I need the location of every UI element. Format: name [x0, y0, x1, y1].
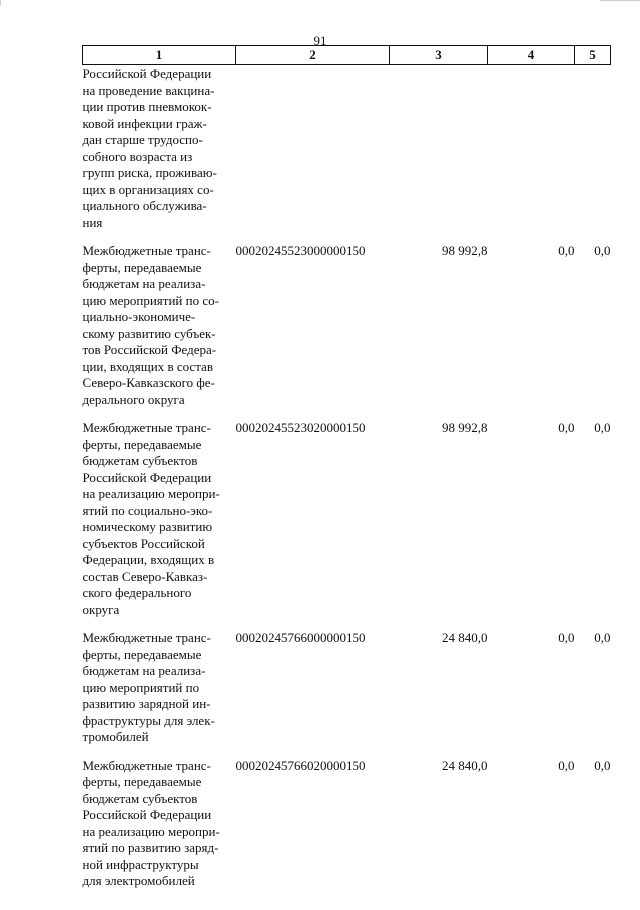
- row-value-4: 0,0: [558, 630, 575, 645]
- row-value-3: [390, 65, 488, 232]
- row-value-5: 0,0: [594, 420, 611, 435]
- row-value-5: 0,0: [594, 630, 611, 645]
- row-description: Межбюджетные транс- ферты, передаваемые бюджетам на реализа- цию мероприятий по со- циально-экономиче- скому развитию субъек- тов Российской Федера- ции, входящих в состав Северо-Кавказского фе- дерального округа: [82, 243, 219, 407]
- row-value-4: 0,0: [558, 757, 575, 773]
- row-value-4: 0,0: [558, 420, 575, 435]
- row-value-3: 24 840,0: [442, 757, 488, 773]
- table-row: [83, 65, 611, 232]
- row-value-5: 0,0: [594, 243, 611, 258]
- row-value-3: 24 840,0: [442, 630, 488, 645]
- table-row: [83, 618, 611, 746]
- column-header-3: 3: [390, 46, 488, 65]
- row-value-3: 98 992,8: [442, 243, 488, 258]
- budget-table: [82, 45, 611, 890]
- row-code: 00020245766000000150: [235, 630, 366, 645]
- row-code: [236, 65, 390, 232]
- table-header-row: [83, 46, 611, 65]
- row-description: Межбюджетные транс- ферты, передаваемые бюджетам субъектов Российской Федерации на реализацию меропри- ятий по социально-эко- номическому развитию субъектов Российской Федерации, входящих в состав Северо-Кавказ- ского федерального округа: [82, 420, 220, 617]
- row-code: 00020245523000000150: [235, 243, 366, 258]
- row-value-4: 0,0: [558, 243, 575, 258]
- row-description: Межбюджетные транс- ферты, передаваемые бюджетам на реализа- цию мероприятий по развитию зарядной ин- фраструктуры для элек- тромобилей: [82, 630, 215, 744]
- row-value-5: 0,0: [594, 757, 611, 773]
- row-code: 00020245523020000150: [235, 420, 366, 435]
- row-value-3: 98 992,8: [442, 420, 488, 435]
- scan-edge-mark: [0, 0, 1, 6]
- column-header-2: 2: [236, 46, 390, 65]
- row-description: Межбюджетные транс- ферты, передаваемые бюджетам субъектов Российской Федерации на реализацию меропри- ятий по развитию заряд- ной инфраструктуры для электромобилей: [82, 757, 220, 888]
- column-header-4: 4: [488, 46, 575, 65]
- table-row: [83, 408, 611, 618]
- column-header-1: 1: [83, 46, 236, 65]
- table-row: [83, 231, 611, 408]
- row-value-5: [575, 65, 611, 232]
- scan-edge-mark: [600, 0, 640, 1]
- row-value-4: [488, 65, 575, 232]
- page-number: 91: [313, 33, 327, 48]
- row-description: Российской Федерации на проведение вакцина- ции против пневмокок- ковой инфекции граж- дан старше трудоспо- собного возраста из групп риска, проживаю- щих в организациях со- циального обслужива- ния: [82, 66, 217, 230]
- table-row: [83, 746, 611, 890]
- row-code: 00020245766020000150: [235, 757, 366, 773]
- column-header-5: 5: [575, 46, 611, 65]
